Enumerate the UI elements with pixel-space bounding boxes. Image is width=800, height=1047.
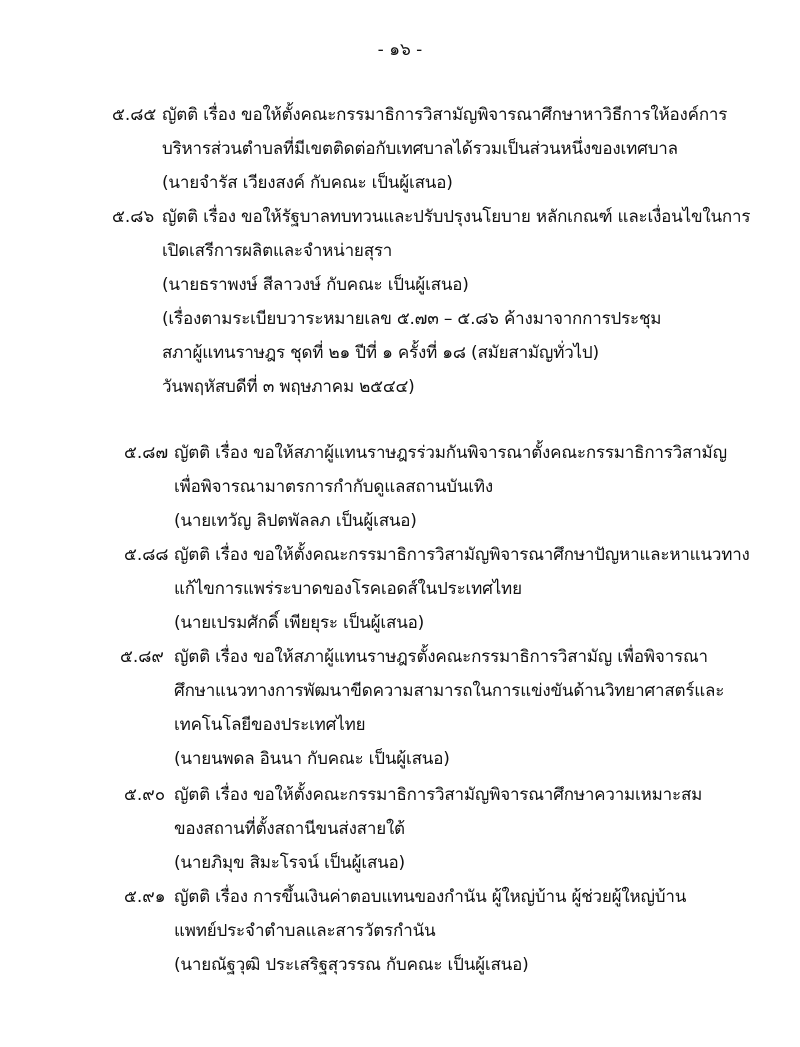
item-number: ๕.๘๕ bbox=[112, 105, 157, 125]
item-line: เทคโนโลยีของประเทศไทย bbox=[174, 715, 366, 735]
item-line: ญัตติ เรื่อง ขอให้รัฐบาลทบทวนและปรับปรุงนโยบาย หลักเกณฑ์ และเงื่อนไขในการ bbox=[162, 207, 751, 227]
item-proposer: (นายเทวัญ ลิปตพัลลภ เป็นผู้เสนอ) bbox=[174, 511, 417, 531]
item-note: สภาผู้แทนราษฎร ชุดที่ ๒๑ ปีที่ ๑ ครั้งที่ ๑๘ (สมัยสามัญทั่วไป) bbox=[162, 343, 599, 363]
item-line: เปิดเสรีการผลิตและจำหน่ายสุรา bbox=[162, 241, 393, 261]
item-note: วันพฤหัสบดีที่ ๓ พฤษภาคม ๒๕๔๔) bbox=[162, 377, 415, 397]
item-proposer: (นายภิมุข สิมะโรจน์ เป็นผู้เสนอ) bbox=[174, 853, 405, 873]
item-line: ญัตติ เรื่อง ขอให้สภาผู้แทนราษฎรร่วมกันพิจารณาตั้งคณะกรรมาธิการวิสามัญ bbox=[174, 443, 727, 463]
page-number: - ๑๖ - bbox=[377, 40, 423, 60]
item-proposer: (นายจำรัส เวียงสงค์ กับคณะ เป็นผู้เสนอ) bbox=[162, 173, 453, 193]
item-proposer: (นายนพดล อินนา กับคณะ เป็นผู้เสนอ) bbox=[174, 749, 450, 769]
item-number: ๕.๘๗ bbox=[124, 443, 169, 463]
item-line: บริหารส่วนตำบลที่มีเขตติดต่อกับเทศบาลได้รวมเป็นส่วนหนึ่งของเทศบาล bbox=[162, 139, 678, 159]
item-proposer: (นายณัฐวุฒิ ประเสริฐสุวรรณ กับคณะ เป็นผู้เสนอ) bbox=[174, 955, 529, 975]
item-line: ญัตติ เรื่อง ขอให้ตั้งคณะกรรมาธิการวิสามัญพิจารณาศึกษาปัญหาและหาแนวทาง bbox=[174, 545, 750, 565]
item-line: ญัตติ เรื่อง การขึ้นเงินค่าตอบแทนของกำนัน ผู้ใหญ่บ้าน ผู้ช่วยผู้ใหญ่บ้าน bbox=[174, 887, 687, 907]
item-line: ญัตติ เรื่อง ขอให้ตั้งคณะกรรมาธิการวิสามัญพิจารณาศึกษาความเหมาะสม bbox=[174, 785, 703, 805]
item-line: ญัตติ เรื่อง ขอให้ตั้งคณะกรรมาธิการวิสามัญพิจารณาศึกษาหาวิธีการให้องค์การ bbox=[162, 105, 728, 125]
item-line: ศึกษาแนวทางการพัฒนาขีดความสามารถในการแข่งขันด้านวิทยาศาสตร์และ bbox=[174, 681, 725, 701]
item-number: ๕.๙๑ bbox=[124, 887, 166, 907]
item-number: ๕.๘๘ bbox=[124, 545, 169, 565]
item-number: ๕.๘๙ bbox=[120, 647, 164, 667]
item-proposer: (นายเปรมศักดิ์ เพียยุระ เป็นผู้เสนอ) bbox=[174, 613, 425, 633]
item-line: แพทย์ประจำตำบลและสารวัตรกำนัน bbox=[174, 921, 436, 941]
item-number: ๕.๘๖ bbox=[112, 207, 155, 227]
item-note: (เรื่องตามระเบียบวาระหมายเลข ๕.๗๓ – ๕.๘๖ ค้างมาจากการประชุม bbox=[162, 309, 662, 329]
item-line: แก้ไขการแพร่ระบาดของโรคเอดส์ในประเทศไทย bbox=[174, 579, 522, 599]
item-line: ของสถานที่ตั้งสถานีขนส่งสายใต้ bbox=[174, 819, 405, 839]
item-proposer: (นายธราพงษ์ สีลาวงษ์ กับคณะ เป็นผู้เสนอ) bbox=[162, 275, 469, 295]
item-line: เพื่อพิจารณามาตรการกำกับดูแลสถานบันเทิง bbox=[174, 477, 493, 497]
item-number: ๕.๙๐ bbox=[124, 785, 166, 805]
item-line: ญัตติ เรื่อง ขอให้สภาผู้แทนราษฎรตั้งคณะกรรมาธิการวิสามัญ เพื่อพิจารณา bbox=[174, 647, 708, 667]
